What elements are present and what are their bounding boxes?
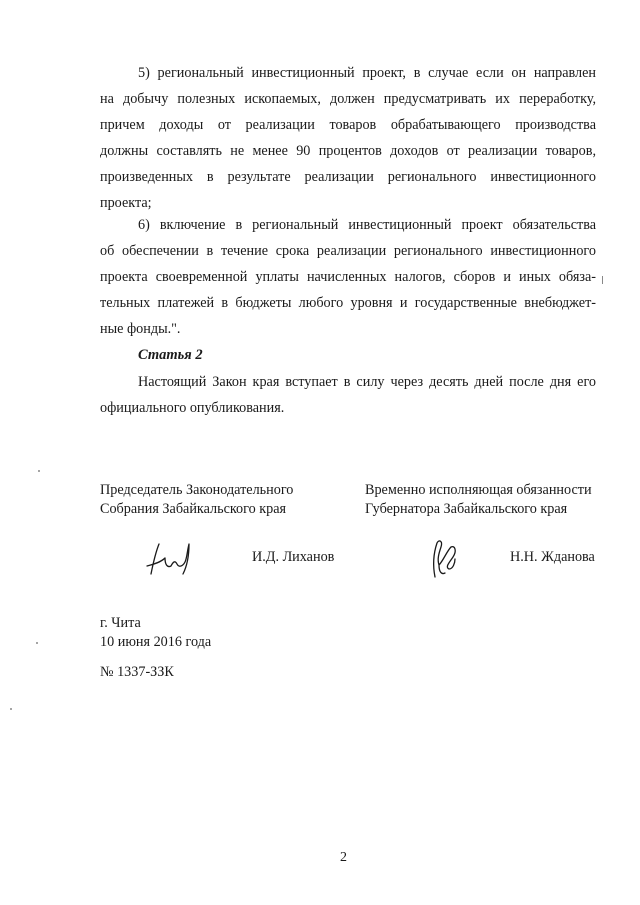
item-6-paragraph (100, 212, 596, 342)
right-signatory-title-line: Губернатора Забайкальского края (365, 501, 568, 517)
item-6-line: тельных платежей в бюджеты любого уровня и государственные внебюджет- (100, 295, 596, 311)
item-5-paragraph (100, 60, 596, 216)
place-and-date (100, 614, 211, 652)
scan-speck (38, 470, 40, 472)
left-handwritten-signature (145, 540, 201, 580)
law-number: № 1337-ЗЗК (100, 664, 174, 680)
scan-speck (36, 642, 38, 644)
article-2-title: Статья 2 (138, 347, 203, 363)
left-signatory-title-line: Председатель Законодательного (100, 482, 294, 498)
item-6-line: об обеспечении в течение срока реализации регионального инвестиционного (100, 243, 596, 259)
left-signatory-title (100, 481, 293, 519)
right-signatory-name: Н.Н. Жданова (510, 549, 595, 565)
item-5-line: должны составлять не менее 90 процентов доходов от реализации товаров, (100, 143, 596, 159)
article-2-line: официального опубликования. (100, 400, 285, 416)
place: г. Чита (100, 615, 141, 631)
page-number: 2 (340, 850, 347, 865)
right-signatory-title (365, 481, 592, 519)
item-6-line: 6) включение в региональный инвестиционный проект обязательства (138, 217, 596, 233)
article-2-line: Настоящий Закон края вступает в силу через десять дней после дня его (138, 374, 596, 390)
left-signatory-name: И.Д. Лиханов (252, 549, 335, 565)
item-5-line: причем доходы от реализации товаров обрабатывающего производства (100, 117, 596, 133)
item-6-line: проекта своевременной уплаты начисленных налогов, сборов и иных обяза- (100, 269, 596, 285)
item-5-line: 5) региональный инвестиционный проект, в случае если он направлен (138, 65, 596, 81)
article-2-text (100, 369, 596, 421)
right-signatory-title-line: Временно исполняющая обязанности (365, 482, 592, 498)
item-5-line: проекта; (100, 195, 152, 211)
date: 10 июня 2016 года (100, 634, 212, 650)
scan-speck (602, 276, 603, 284)
item-6-line: ные фонды.". (100, 321, 181, 337)
right-handwritten-signature (425, 537, 465, 581)
item-5-line: на добычу полезных ископаемых, должен предусматривать их переработку, (100, 91, 596, 107)
left-signatory-title-line: Собрания Забайкальского края (100, 501, 287, 517)
scan-speck (10, 708, 12, 710)
item-5-line: произведенных в результате реализации регионального инвестиционного (100, 169, 596, 185)
